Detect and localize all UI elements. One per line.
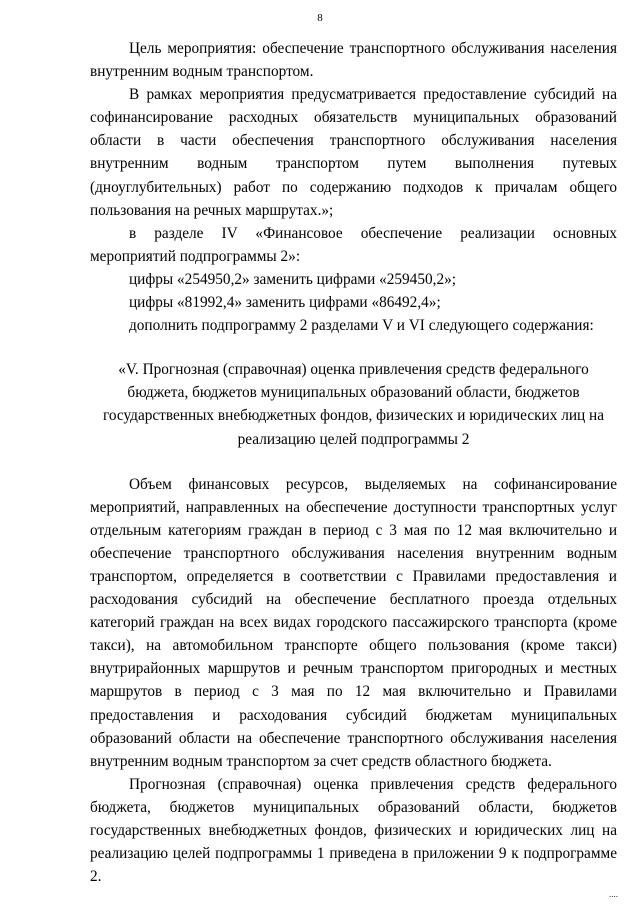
paragraph-subsidies: В рамках мероприятия предусматривается предоставление субсидий на софинансирование расходных обязательств муниципальных образований области в части обеспечения транспортного обслуживания населения внутренним водным транспортом путем выполнения путевых (дноуглубительных) работ по содержанию подходов к причалам общего пользования на речных маршрутах.»; xyxy=(90,86,617,219)
section-heading: «V. Прогнозная (справочная) оценка привлечения средств федерального бюджета, бюджетов муниципальных образований области, бюджетов государственных внебюджетных фондов, физических и юридических лиц на реализацию целей подпрограммы 2 xyxy=(102,361,605,448)
paragraph-funding-volume: Объем финансовых ресурсов, выделяемых на софинансирование мероприятий, направленных на обеспечение доступности транспортных услуг отдельным категориям граждан в период с 3 мая по 12 мая включительно и обеспечение транспортного обслуживания населения внутренним водным транспортом, определяется в соответствии с Правилами предоставления и расходования субсидий на обеспечение бесплатного проезда отдельных категорий граждан на всех видах городского пассажирского транспорта (кроме такси), на автомобильном транспорте общего пользования (кроме такси) внутрирайонных маршрутов и речным транспортом пригородных и местных маршрутов в период с 3 мая по 12 мая включительно и Правилами предоставления и расходования субсидий бюджетам муниципальных образований области на обеспечение транспортного обслуживания населения внутренним водным транспортом за счет средств областного бюджета. xyxy=(90,475,617,770)
paragraph-section-iv: в разделе IV «Финансовое обеспечение реализации основных мероприятий подпрограммы 2»: xyxy=(90,224,617,265)
corner-mark: .... xyxy=(609,889,618,899)
paragraph-goal: Цель мероприятия: обеспечение транспортного обслуживания населения внутренним водным транспортом. xyxy=(90,40,617,81)
page-number: 8 xyxy=(317,12,323,24)
amendment-line-2: цифры «81992,4» заменить цифрами «86492,4»; xyxy=(129,294,441,312)
amendment-line-3: дополнить подпрограмму 2 разделами V и VI следующего содержания: xyxy=(129,317,594,335)
amendment-line-1: цифры «254950,2» заменить цифрами «259450,2»; xyxy=(129,270,457,288)
document-body xyxy=(90,37,617,888)
paragraph-forecast: Прогнозная (справочная) оценка привлечения средств федерального бюджета, бюджетов муниципальных образований области, бюджетов государственных внебюджетных фондов, физических и юридических лиц на реализацию целей подпрограммы 1 приведена в приложении 9 к подпрограмме 2. xyxy=(90,775,617,886)
